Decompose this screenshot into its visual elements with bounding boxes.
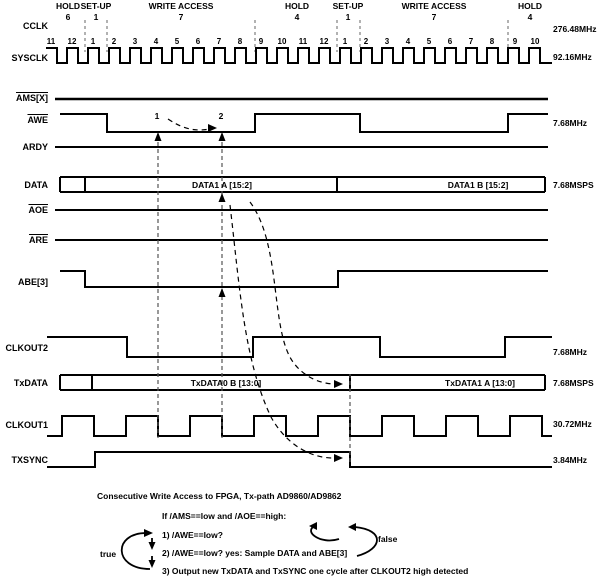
awe-wave [60,114,548,132]
sysclk-cycle-number: 6 [447,37,453,46]
signal-label-ams: AMS[X] [16,93,48,103]
zone-label: WRITE ACCESS [148,1,214,11]
sysclk-cycle-number: 3 [132,37,138,46]
clkout1-wave [47,416,552,436]
signal-label-aoe: $\overline{AOE}$ [28,205,48,215]
sysclk-cycle-number: 10 [277,37,287,46]
sysclk-cycle-number: 6 [195,37,201,46]
signal-label-txsync: TXSYNC [11,455,48,465]
sample-marker-2: 2 [218,111,224,121]
sysclk-cycle-number: 7 [468,37,474,46]
freq-label-clkout1: 30.72MHz [553,419,592,429]
sysclk-cycle-number: 7 [216,37,222,46]
signal-label-awe: $\overline{AWE}$ [27,115,48,125]
freq-label-sysclk: 92.16MHz [553,52,592,62]
sample-marker-1: 1 [154,111,160,121]
freq-label-cclk: 276.48MHz [553,24,597,34]
zone-label: WRITE ACCESS [401,1,467,11]
signal-label-are: $\overline{ARE}$ [28,235,48,245]
freq-label-txdata: 7.68MSPS [553,378,594,388]
abe-wave [60,271,548,287]
zone-cycle-count: 1 [93,12,99,22]
zone-label: HOLD [55,1,81,11]
sysclk-cycle-number: 8 [489,37,495,46]
signal-label-txdata: TxDATA [13,378,48,388]
signal-label-clkout2: CLKOUT2 [5,343,48,353]
sysclk-cycle-number: 9 [258,37,264,46]
sysclk-cycle-number: 4 [405,37,411,46]
signal-label-clkout1: CLKOUT1 [5,420,48,430]
sysclk-cycle-number: 10 [530,37,540,46]
true-loop-arrow [122,529,156,569]
loop-false-label: false [378,534,398,544]
signal-label-sysclk: SYSCLK [11,53,48,63]
arc-data-to-txdata [250,202,343,388]
zone-label: SET-UP [80,1,112,11]
loop-true-label: true [100,549,117,559]
freq-label-awe: 7.68MHz [553,118,588,128]
arc-sample1-to-sample2 [168,119,217,132]
signal-label-cclk: CCLK [23,21,48,31]
signal-label-abe: ABE[3] [17,277,48,287]
sysclk-cycle-number: 11 [298,37,308,46]
zone-label: HOLD [517,1,543,11]
txsync-wave [47,452,552,467]
zone-cycle-count: 7 [431,12,437,22]
zone-cycle-count: 4 [527,12,533,22]
freq-label-clkout2: 7.68MHz [553,347,588,357]
sysclk-cycle-number: 5 [174,37,180,46]
note-step-2: 2) /AWE==low? yes: Sample DATA and ABE[3] [162,548,348,558]
sysclk-cycle-number: 9 [512,37,518,46]
bus-segment-label: TxDATA0 B [13:0] [190,378,262,388]
sysclk-cycle-number: 2 [111,37,117,46]
note-title: Consecutive Write Access to FPGA, Tx-path AD9860/AD9862 [97,491,342,501]
bus-segment-label: DATA1 A [15:2] [192,180,252,190]
note-step-1: 1) /AWE==low? [162,530,223,540]
sysclk-cycle-number: 8 [237,37,243,46]
freq-label-txsync: 3.84MHz [553,455,588,465]
zone-cycle-count: 7 [178,12,184,22]
zone-cycle-count: 4 [294,12,300,22]
note-condition: If /AMS==low and /AOE==high: [162,511,287,521]
sysclk-wave [46,48,552,63]
sysclk-cycle-number: 1 [342,37,348,46]
zone-label: SET-UP [332,1,364,11]
note-step-3: 3) Output new TxDATA and TxSYNC one cycle after CLKOUT2 high detected [162,566,469,576]
sysclk-cycle-number: 5 [426,37,432,46]
signal-label-data: DATA [24,180,48,190]
zone-cycle-count: 6 [65,12,71,22]
bus-segment-label: DATA1 B [15:2] [447,180,509,190]
zone-label: HOLD [284,1,310,11]
sysclk-cycle-number: 4 [153,37,159,46]
zone-cycle-count: 1 [345,12,351,22]
sysclk-cycle-number: 2 [363,37,369,46]
bus-segment-label: TxDATA1 A [13:0] [445,378,515,388]
freq-label-data: 7.68MSPS [553,180,594,190]
sysclk-cycle-number: 12 [319,37,329,46]
sysclk-cycle-number: 1 [90,37,96,46]
clkout2-wave [47,337,552,357]
signal-label-ardy: ARDY [22,142,48,152]
sysclk-cycle-number: 3 [384,37,390,46]
sysclk-cycle-number: 12 [67,37,77,46]
sysclk-cycle-number: 11 [46,37,56,46]
